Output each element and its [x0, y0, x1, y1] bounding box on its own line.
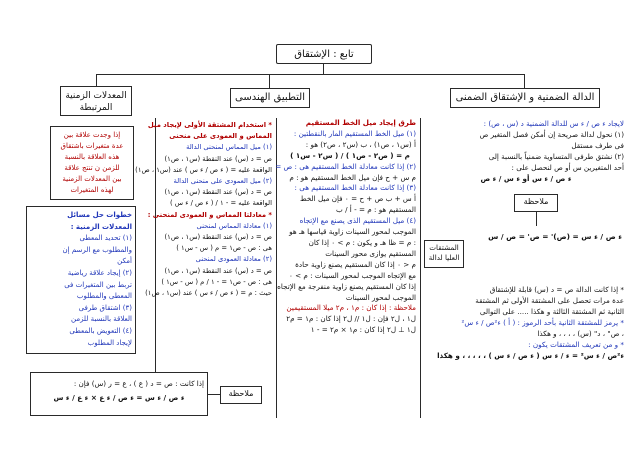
- rates-step-line: خطوات حل مسائل: [67, 211, 132, 219]
- connector-middle: [269, 74, 270, 88]
- higher-line: * إذا كانت الدالة ص = د (س) قابلة للإشتقاق: [489, 285, 624, 294]
- tangent-normal-block: [135, 120, 272, 299]
- implicit-line: ء ص / ء س أو ء س / ء ص: [480, 174, 572, 183]
- slope-line: ل١ ، ل٢ فإن : ل١ // ل٢ إذا كان : م١ = م٢: [286, 314, 416, 324]
- normal-line: هى : ص - ص١ = م ( س - س١ ): [176, 244, 272, 253]
- rates-intro-line: إذا وجدت علاقة بين: [63, 131, 121, 139]
- implicit-block: [428, 118, 624, 184]
- rates-step-line: العلاقة بالنسبة للزمن: [70, 315, 132, 324]
- separator-1: [420, 118, 421, 418]
- note2-text: [34, 377, 204, 405]
- rates-intro-line: هذه العلاقة بالنسبة: [64, 153, 120, 161]
- normal-line: ص = د (س) عند النقطة (س١ ، ص١): [164, 233, 272, 242]
- normal-line: الواقعة عليه = - ١ / ( ء ص / ء س ): [169, 199, 272, 208]
- implicit-line: أحد المتغيرين س أو ص لنحصل على :: [511, 163, 624, 172]
- rates-intro-box: [50, 126, 134, 200]
- rates-step-line: (٣) اشتقاق طرفى: [78, 303, 132, 312]
- rates-step-line: تربط بين المتغيرات فى: [64, 280, 132, 289]
- rates-step-line: المعدلات الزمنية :: [70, 222, 132, 231]
- note1-formula: ء ص / ء س = (ص)' = ص' = ص / س: [488, 232, 622, 241]
- header-implicit: الدالة الضمنية و الإشتقاق الضمنى: [450, 88, 600, 108]
- note2-connector: [208, 394, 220, 395]
- note2-box: [30, 372, 208, 416]
- header-geometric: التطبيق الهندسى: [230, 88, 310, 108]
- normal-line: ص = د (س) عند النقطة (س١ ، ص١): [164, 154, 272, 163]
- higher-line: ، ص" ، د" (س) ، ، ، ، و هكذا: [537, 329, 624, 338]
- note2-line: ء ص / ء س = ء ص / ء ع × ء ع / ء س: [53, 393, 185, 402]
- normal-line: (٢) ميل العمودى على منحنى الدالة: [173, 177, 272, 186]
- slope-line: طرق إيجاد ميل الخط المستقيم: [305, 118, 416, 127]
- rates-step-line: المعطى والمطلوب: [76, 292, 132, 301]
- note2-label: ملاحظة: [220, 386, 262, 404]
- note2-line: إذا كانت : ص = د ( ع ) ، ع = ر (س) فإن :: [73, 379, 204, 388]
- header-related-rates: [60, 86, 132, 116]
- note1-label: ملاحظة: [514, 194, 558, 212]
- rates-steps-text: [30, 210, 132, 349]
- rates-step-line: (٤) التعويض بالمعطى: [69, 326, 132, 335]
- slope-line: (١) ميل الخط المستقيم المار بالنقطتين :: [293, 128, 416, 138]
- slope-line: الموجب لمحور السينات: [345, 292, 416, 302]
- normal-line: (١) معادلة المماس لمنحنى: [196, 221, 272, 230]
- slope-line: أ س + ب ص + ح = ٠ فإن ميل الخط: [300, 194, 416, 204]
- normal-line: هى : ص - ص١ = - ١ / م ( س - س١ ): [161, 277, 272, 286]
- higher-line: * يرمز للمشتقة الثانية بأحد الرموز : ( أ ) ء²ص / ء س²: [461, 318, 624, 327]
- separator-3: [155, 118, 156, 378]
- connector-right: [524, 74, 525, 88]
- normal-line: المماس و العمودى على منحنى: [169, 132, 272, 141]
- slope-line: (٣) إذا كانت معادلة الخط المستقيم هى :: [294, 183, 416, 193]
- higher-line: الثانية ثم المشتقة الثالثة و هكذا ..... على التوالى: [479, 307, 624, 316]
- slope-line: (٢) إذا كانت معادلة الخط المستقيم هى : ص =: [275, 161, 416, 171]
- note1-connector: [536, 212, 537, 226]
- normal-line: الواقعة عليه = ( ء ص / ء س ) عند (س١ ، ص١): [135, 165, 272, 174]
- slope-line: الموجب لمحور السينات زاوية قياسها هـ هو: [289, 227, 416, 237]
- normal-line: ص = د (س) عند النقطة (س١ ، ص١): [164, 266, 272, 275]
- higher-line: * و من تعريف المشتقات يكون :: [528, 340, 624, 349]
- rates-step-line: أمكن: [117, 257, 132, 266]
- slope-line: م س + ح فإن ميل الخط المستقيم هو : م: [289, 172, 416, 182]
- implicit-line: (٢) نشتق طرفى المتساوية ضمنياً بالنسبة إلى: [488, 152, 624, 161]
- higher-line: عدة مرات تحصل على المشتقة الأولى ثم المشتقة: [475, 296, 624, 305]
- rates-steps-box: [26, 206, 136, 354]
- normal-line: * استخدام المشتقة الأولى لإيجاد ميل: [147, 121, 272, 129]
- slope-line: مع الإتجاه الموجب لمحور السينات : م > ٠: [288, 270, 416, 280]
- rates-step-line: لإيجاد المطلوب: [87, 338, 132, 347]
- slope-line: إذا كان المستقيم يصنع زاوية منفرجة مع الإتجاه: [277, 281, 416, 291]
- normal-line: (٢) معادلة العمودى لمنحنى: [195, 255, 272, 264]
- slope-line: المستقيم هو : م = - أ / ب: [336, 205, 416, 215]
- rates-intro-text: [54, 130, 130, 196]
- normal-line: * معادلتا المماس و العمودى لمنحنى :: [147, 210, 272, 219]
- page-title: تابع : الإشتقاق: [276, 44, 372, 64]
- normal-line: حيث : م = ( ء ص / ء س ) عند (س١ ، ص١): [145, 289, 272, 298]
- slope-line: م < ٠ إذا كان المستقيم يصنع زاوية حادة: [295, 259, 416, 269]
- slope-line: (٤) ميل المستقيم الذى يصنع مع الإتجاه: [299, 216, 416, 226]
- rates-step-line: (١) تحديد المعطى: [79, 234, 132, 243]
- slope-line: ملاحظة : إذا كان : م١ ، م٢ ميلا المستقيمين: [286, 303, 416, 313]
- normal-line: (١) ميل المماس لمنحنى الدالة: [186, 143, 272, 152]
- slope-line: ل١ ⊥ ل٢ إذا كان : م١ × م٢ = - ١: [310, 325, 416, 335]
- rates-intro-line: للزمن ن تنتج علاقة: [64, 164, 120, 172]
- implicit-line: (١) نحول لدالة صريحة إن أمكن فصل المتغير ص: [479, 130, 624, 139]
- connector-title: [323, 64, 324, 74]
- rates-intro-line: عدة متغيرات باشتقاق: [60, 142, 124, 150]
- slope-block: [275, 118, 416, 336]
- slope-line: : م = ظا هـ و يكون : م > ٠ إذا كان: [308, 237, 416, 247]
- higher-label: [424, 240, 464, 268]
- higher-line: ء²ص / ء س² = ء / ء س ( ء ص / ء س ) ، ، ، ، ، و هكذا: [437, 351, 624, 360]
- normal-line: ص = د (س) عند النقطة (س١ ، ص١): [164, 188, 272, 197]
- related-rates-title: المعدلات الزمنية المرتبطة: [65, 91, 127, 113]
- slope-line: المستقيم يوازى محور السينات: [325, 248, 416, 258]
- higher-title: المشتقات العليا لدالة: [428, 243, 460, 262]
- connector-horizontal: [96, 74, 524, 75]
- rates-step-line: (٢) إيجاد علاقة رياضية: [67, 268, 132, 277]
- implicit-line: فى طرف مستقل: [571, 141, 624, 150]
- slope-line: أ (س١ ، ص١) ، ب (س٢ ، ص٢) هو :: [305, 139, 416, 149]
- rates-intro-line: لهذه المتغيرات: [70, 186, 114, 194]
- rates-step-line: والمطلوب مع الرسم إن: [62, 245, 132, 254]
- slope-line: م = ( ص٢ - ص١ ) / ( س٢ - س١ ): [290, 150, 410, 160]
- rates-intro-line: بين المعدلات الزمنية: [62, 175, 122, 183]
- implicit-line: لايجاد ء ص / ء س للدالة الضمنية د (س ، ص) :: [483, 119, 624, 128]
- higher-block: [428, 284, 624, 361]
